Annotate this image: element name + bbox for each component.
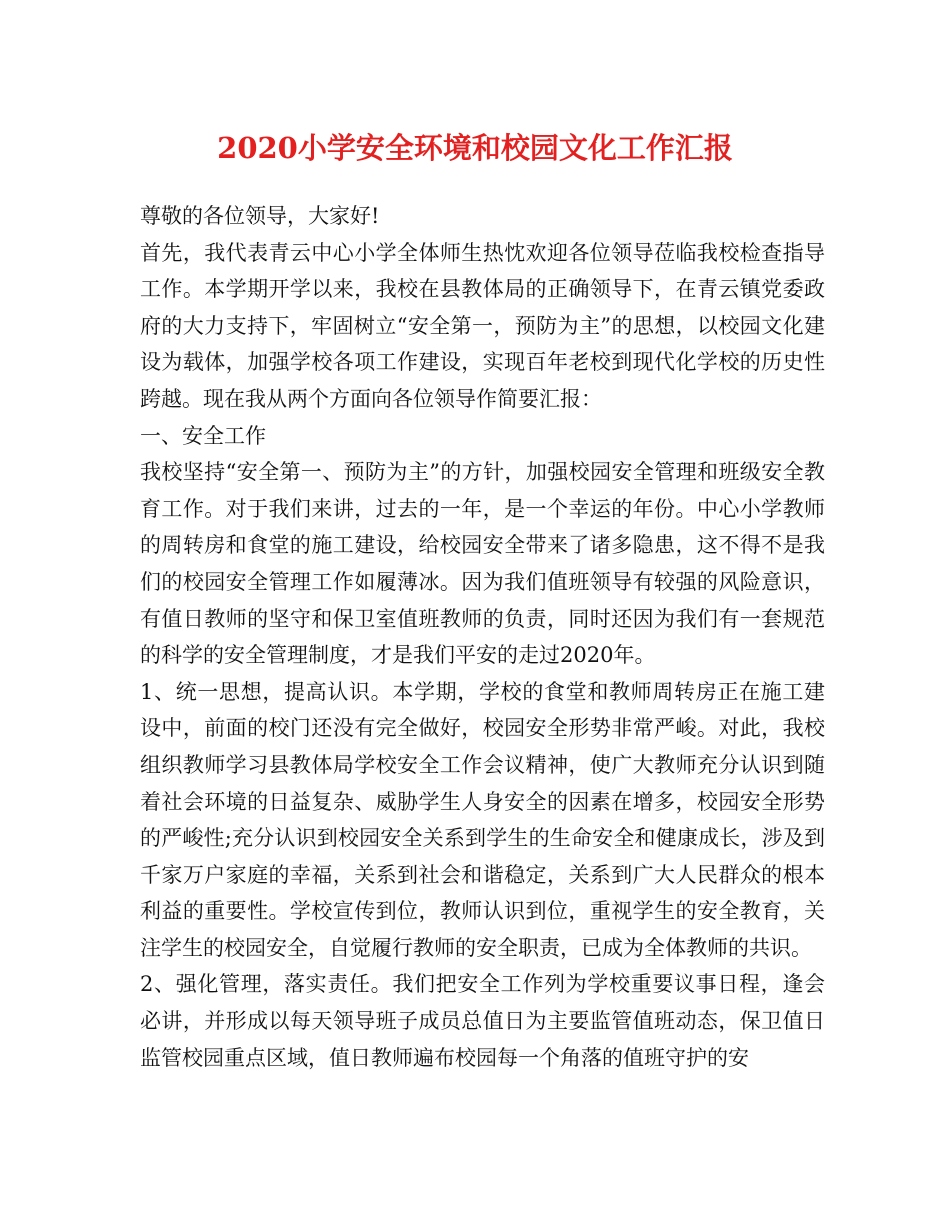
greeting-paragraph: 尊敬的各位领导，大家好!: [140, 204, 380, 228]
point-1-paragraph: 1、统一思想，提高认识。本学期，学校的食堂和教师周转房正在施工建设中，前面的校门还没有完全做好，校园安全形势非常严峻。对此，我校组织教师学习县教体局学校安全工作会议精神，使广大教师充分认识到随着社会环境的日益复杂、威胁学生人身安全的因素在增多，校园安全形势的严峻性;充分认识到校园安全关系到学生的生命安全和健康成长，涉及到千家万户家庭的幸福，关系到社会和谐稳定，关系到广大人民群众的根本利益的重要性。学校宣传到位，教师认识到位，重视学生的安全教育，关注学生的校园安全，自觉履行教师的安全职责，已成为全体教师的共识。: [140, 679, 825, 960]
safety-policy-paragraph: 我校坚持“安全第一、预防为主”的方针，加强校园安全管理和班级安全教育工作。对于我们来讲，过去的一年，是一个幸运的年份。中心小学教师的周转房和食堂的施工建设，给校园安全带来了诸多隐患，这不得不是我们的校园安全管理工作如履薄冰。因为我们值班领导有较强的风险意识，有值日教师的坚守和保卫室值班教师的负责，同时还因为我们有一套规范的科学的安全管理制度，才是我们平安的走过2020年。: [140, 460, 825, 668]
point-2-paragraph: 2、强化管理，落实责任。我们把安全工作列为学校重要议事日程，逢会必讲，并形成以每天领导班子成员总值日为主要监管值班动态，保卫值日监管校园重点区域，值日教师遍布校园每一个角落的值班守护的安: [140, 972, 825, 1070]
section-heading-safety: 一、安全工作: [140, 423, 266, 448]
document-title: 2020小学安全环境和校园文化工作汇报: [217, 131, 733, 165]
document-body: [140, 198, 825, 1076]
intro-paragraph: 首先，我代表青云中心小学全体师生热忱欢迎各位领导莅临我校检查指导工作。本学期开学以来，我校在县教体局的正确领导下，在青云镇党委政府的大力支持下，牢固树立“安全第一，预防为主”的思想，以校园文化建设为载体，加强学校各项工作建设，实现百年老校到现代化学校的历史性跨越。现在我从两个方面向各位领导作简要汇报：: [140, 240, 825, 411]
